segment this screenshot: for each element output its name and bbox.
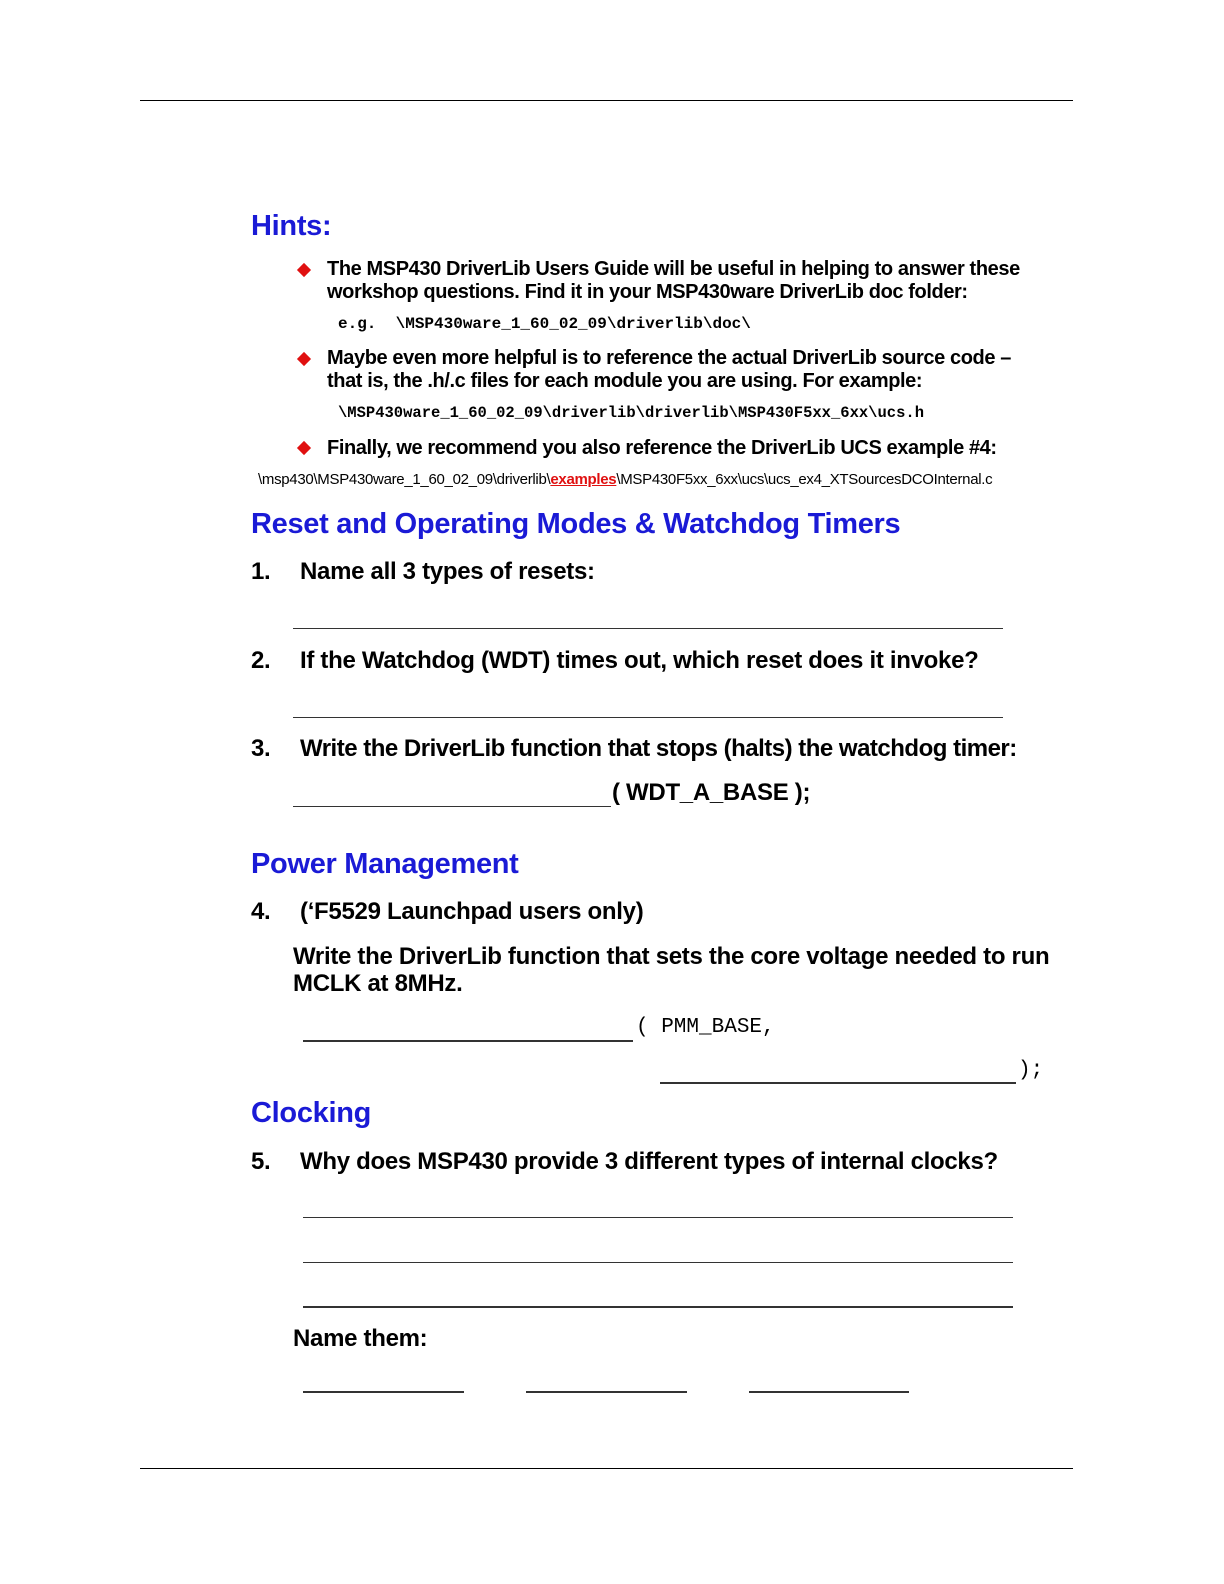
answer-line-q4-level[interactable]: [660, 1082, 1016, 1084]
bullet-diamond-icon: [297, 352, 311, 366]
answer-line-q5-2[interactable]: [303, 1262, 1013, 1263]
answer-line-q5-3[interactable]: [303, 1306, 1013, 1308]
answer-line-q2[interactable]: [293, 717, 1003, 718]
clock-name-line-1[interactable]: [303, 1391, 464, 1393]
pmm-base-arg: ( PMM_BASE,: [636, 1016, 775, 1039]
hint-bullet-1: [327, 258, 1020, 304]
question-1-number: 1.: [251, 558, 271, 585]
question-2-text: If the Watchdog (WDT) times out, which reset does it invoke?: [300, 647, 979, 674]
example-path-prefix: \msp430\MSP430ware_1_60_02_09\driverlib\: [258, 471, 551, 488]
clocking-heading: Clocking: [251, 1097, 372, 1129]
hint-bullet-3: Finally, we recommend you also reference the DriverLib UCS example #4:: [327, 437, 997, 459]
question-4-description-line-2: MCLK at 8MHz.: [293, 970, 463, 997]
name-them-label: Name them:: [293, 1325, 428, 1352]
hints-heading: Hints:: [251, 210, 332, 242]
question-4-text: (‘F5529 Launchpad users only): [300, 898, 644, 925]
reset-heading: Reset and Operating Modes & Watchdog Timers: [251, 508, 901, 540]
power-heading: Power Management: [251, 848, 519, 880]
question-3-number: 3.: [251, 735, 271, 762]
answer-line-q1[interactable]: [293, 628, 1003, 629]
closing-paren: );: [1018, 1059, 1044, 1082]
footer-rule: [140, 1468, 1073, 1469]
question-4-description: [293, 943, 1049, 997]
question-1-text: Name all 3 types of resets:: [300, 558, 595, 585]
question-2-number: 2.: [251, 647, 271, 674]
clock-name-line-3[interactable]: [749, 1391, 909, 1393]
clock-name-line-2[interactable]: [526, 1391, 687, 1393]
question-5-number: 5.: [251, 1148, 271, 1175]
hint-bullet-2-line-1: Maybe even more helpful is to reference the actual DriverLib source code –: [327, 347, 1011, 369]
hint-bullet-2: [327, 347, 1011, 393]
wdt-function-args: ( WDT_A_BASE );: [612, 779, 811, 806]
hint-bullet-1-line-2: workshop questions. Find it in your MSP430ware DriverLib doc folder:: [327, 281, 968, 303]
hint-bullet-2-line-2: that is, the .h/.c files for each module you are using. For example:: [327, 370, 923, 392]
bullet-diamond-icon: [297, 441, 311, 455]
doc-folder-path: e.g. \MSP430ware_1_60_02_09\driverlib\doc\: [338, 315, 751, 333]
hint-bullet-1-line-1: The MSP430 DriverLib Users Guide will be useful in helping to answer these: [327, 258, 1020, 280]
source-file-path: \MSP430ware_1_60_02_09\driverlib\driverlib\MSP430F5xx_6xx\ucs.h: [338, 404, 924, 422]
question-3-text: Write the DriverLib function that stops (halts) the watchdog timer:: [300, 735, 1017, 762]
answer-line-q4-function[interactable]: [303, 1040, 633, 1042]
question-4-number: 4.: [251, 898, 271, 925]
question-5-text: Why does MSP430 provide 3 different types of internal clocks?: [300, 1148, 998, 1175]
example-file-path: [258, 471, 992, 488]
answer-line-q3[interactable]: [293, 806, 611, 807]
examples-link[interactable]: examples: [550, 471, 617, 488]
question-4-description-line-1: Write the DriverLib function that sets the core voltage needed to run: [293, 943, 1050, 970]
header-rule: [140, 100, 1073, 101]
answer-line-q5-1[interactable]: [303, 1217, 1013, 1218]
example-path-suffix: \MSP430F5xx_6xx\ucs\ucs_ex4_XTSourcesDCOInternal.c: [616, 471, 993, 488]
bullet-diamond-icon: [297, 263, 311, 277]
